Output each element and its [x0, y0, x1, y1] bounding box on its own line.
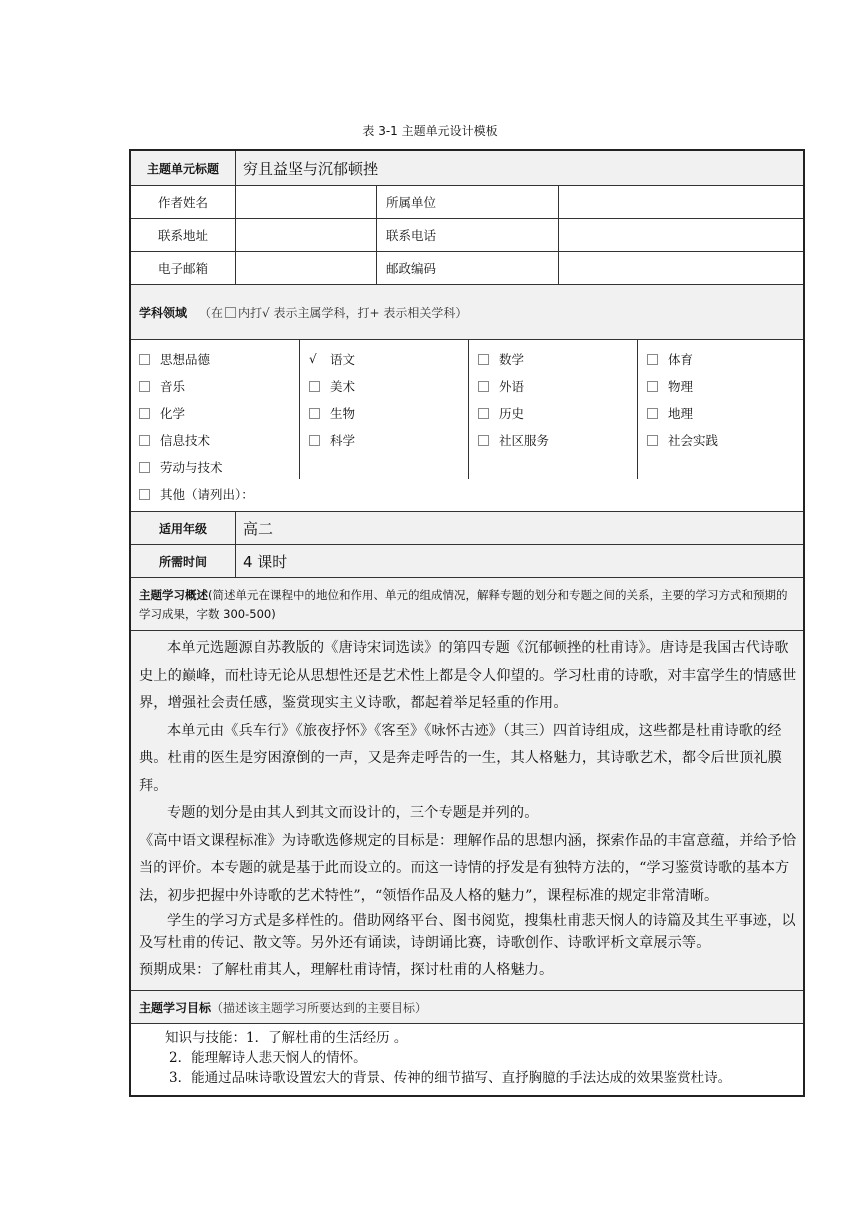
goals-label: 主题学习目标: [139, 1000, 212, 1015]
subject-area-heading: [139, 285, 467, 339]
grade-row: [131, 512, 803, 545]
subject-area-row: [131, 285, 803, 340]
subject-item-community-service[interactable]: 社区服务: [478, 431, 549, 449]
unit-title-label: 主题单元标题: [146, 161, 219, 176]
overview-paragraph: 预期成果：了解杜甫其人，理解杜甫诗情，探讨杜甫的人格魅力。: [139, 962, 554, 978]
info-row-email: [131, 252, 803, 285]
checkbox-icon[interactable]: [139, 408, 150, 419]
checkbox-icon[interactable]: [647, 381, 658, 392]
subject-item-music[interactable]: 音乐: [139, 377, 185, 395]
time-value[interactable]: 4 课时: [243, 552, 288, 571]
checkmark-icon[interactable]: √: [309, 352, 317, 366]
subject-item-ideology[interactable]: 思想品德: [139, 350, 210, 368]
overview-paragraph: 专题的划分是由其人到其文而设计的，三个专题是并列的。: [167, 805, 539, 821]
checkbox-icon[interactable]: [647, 408, 658, 419]
email-label: 电子邮箱: [157, 261, 208, 276]
info-row-author: [131, 186, 803, 219]
checkbox-icon[interactable]: [139, 354, 150, 365]
phone-label: 联系电话: [386, 228, 437, 243]
checkbox-icon[interactable]: [309, 435, 320, 446]
subject-item-geography[interactable]: 地理: [647, 404, 693, 422]
unit-title-value[interactable]: 穷且益坚与沉郁顿挫: [243, 159, 379, 178]
goals-list[interactable]: [165, 1028, 799, 1088]
overview-paragraph: 本单元由《兵车行》《旅夜抒怀》《客至》《咏怀古迹》（其三）四首诗组成，这些都是杜甫诗歌的经典。杜甫的医生是穷困潦倒的一声，又是奔走呼告的一生，其人格魅力，其诗歌艺术，都令后世顶礼膜拜。: [139, 722, 782, 794]
subject-item-history[interactable]: 历史: [478, 404, 524, 422]
subject-item-other[interactable]: 其他（请列出）：: [139, 485, 254, 503]
postcode-field[interactable]: [561, 252, 801, 284]
subject-item-chinese[interactable]: √ 语文: [309, 352, 356, 367]
subject-item-foreign-language[interactable]: 外语: [478, 377, 524, 395]
checkbox-icon[interactable]: [647, 435, 658, 446]
goals-header-row: [131, 991, 803, 1024]
checkbox-icon[interactable]: [139, 462, 150, 473]
subject-item-math[interactable]: 数学: [478, 350, 524, 368]
subject-item-social-practice[interactable]: 社会实践: [647, 431, 718, 449]
checkbox-icon[interactable]: [309, 381, 320, 392]
email-field[interactable]: [237, 252, 375, 284]
overview-text[interactable]: [139, 635, 799, 985]
checkbox-icon[interactable]: [139, 435, 150, 446]
overview-content: [131, 631, 803, 991]
time-label: 所需时间: [158, 554, 207, 569]
organization-field[interactable]: [561, 186, 801, 218]
overview-label: 主题学习概述: [139, 588, 208, 602]
checkbox-icon: [225, 307, 236, 318]
subject-item-science[interactable]: 科学: [309, 431, 355, 449]
checkbox-icon[interactable]: [139, 489, 150, 500]
postcode-label: 邮政编码: [386, 261, 437, 276]
subject-area-label: 学科领域: [139, 305, 188, 320]
grade-label: 适用年级: [158, 521, 207, 536]
checkbox-icon[interactable]: [478, 408, 489, 419]
subject-item-it[interactable]: 信息技术: [139, 431, 210, 449]
checkbox-icon[interactable]: [478, 354, 489, 365]
goals-content: [131, 1024, 803, 1095]
info-row-address: [131, 219, 803, 252]
overview-paragraph: 《高中语文课程标准》为诗歌选修规定的目标是：理解作品的思想内涵，探索作品的丰富意蕴，并给予恰当的评价。本专题的就是基于此而设立的。而这一诗情的抒发是有独特方法的，“学习鉴赏诗歌的基本方法，初步把握中外诗歌的艺术特性”，“领悟作品及人格的魅力”，课程标准的规定非常清晰。: [139, 832, 797, 904]
address-label: 联系地址: [157, 228, 208, 243]
overview-paragraph: 本单元选题源自苏教版的《唐诗宋词选读》的第四专题《沉郁顿挫的杜甫诗》。唐诗是我国古代诗歌史上的巅峰，而杜诗无论从思想性还是艺术性上都是令人仰望的。学习杜甫的诗歌，对丰富学生的情感世界，增强社会责任感，鉴赏现实主义诗歌，都起着举足轻重的作用。: [139, 640, 797, 711]
phone-field[interactable]: [561, 219, 801, 251]
goal-item: 3．能通过品味诗歌设置宏大的背景、传神的细节描写、直抒胸臆的手法达成的效果鉴赏杜诗。: [169, 1070, 732, 1086]
checkbox-icon[interactable]: [139, 381, 150, 392]
subject-area-note-2: 内打√ 表示主属学科，打+ 表示相关学科）: [238, 305, 468, 320]
goal-item: 2．能理解诗人悲天悯人的情怀。: [169, 1050, 367, 1066]
unit-title-row: [131, 151, 803, 186]
author-name-field[interactable]: [237, 186, 375, 218]
goals-heading: [139, 991, 427, 1023]
organization-label: 所属单位: [386, 195, 437, 210]
time-row: [131, 545, 803, 578]
goal-item: 知识与技能：1．了解杜甫的生活经历 。: [165, 1030, 408, 1046]
overview-paragraph: 学生的学习方式是多样性的。借助网络平台、图书阅览，搜集杜甫悲天悯人的诗篇及其生平事迹，以及写杜甫的传记、散文等。另外还有诵读，诗朗诵比赛，诗歌创作、诗歌评析文章展示等。: [139, 913, 796, 951]
unit-design-table: [129, 149, 805, 1097]
author-name-label: 作者姓名: [157, 195, 208, 210]
address-field[interactable]: [237, 219, 375, 251]
goals-note: （描述该主题学习所要达到的主要目标）: [211, 1000, 428, 1015]
subject-item-pe[interactable]: 体育: [647, 350, 693, 368]
checkbox-icon[interactable]: [478, 435, 489, 446]
table-caption: 表 3-1 主题单元设计模板: [362, 124, 498, 138]
checkbox-icon[interactable]: [647, 354, 658, 365]
subject-area-note: （在: [199, 305, 224, 320]
overview-header-row: [131, 578, 803, 631]
subject-item-chemistry[interactable]: 化学: [139, 404, 185, 422]
subject-item-biology[interactable]: 生物: [309, 404, 355, 422]
subjects-grid: [131, 340, 803, 512]
checkbox-icon[interactable]: [309, 408, 320, 419]
grade-value[interactable]: 高二: [243, 519, 274, 538]
overview-heading: [139, 586, 797, 624]
checkbox-icon[interactable]: [478, 381, 489, 392]
subject-item-physics[interactable]: 物理: [647, 377, 693, 395]
subject-item-labor[interactable]: 劳动与技术: [139, 458, 223, 476]
overview-note: (简述单元在课程中的地位和作用、单元的组成情况，解释专题的划分和专题之间的关系，主要的学习方式和预期的学习成果，字数 300-500): [139, 588, 788, 621]
subject-item-art[interactable]: 美术: [309, 377, 355, 395]
